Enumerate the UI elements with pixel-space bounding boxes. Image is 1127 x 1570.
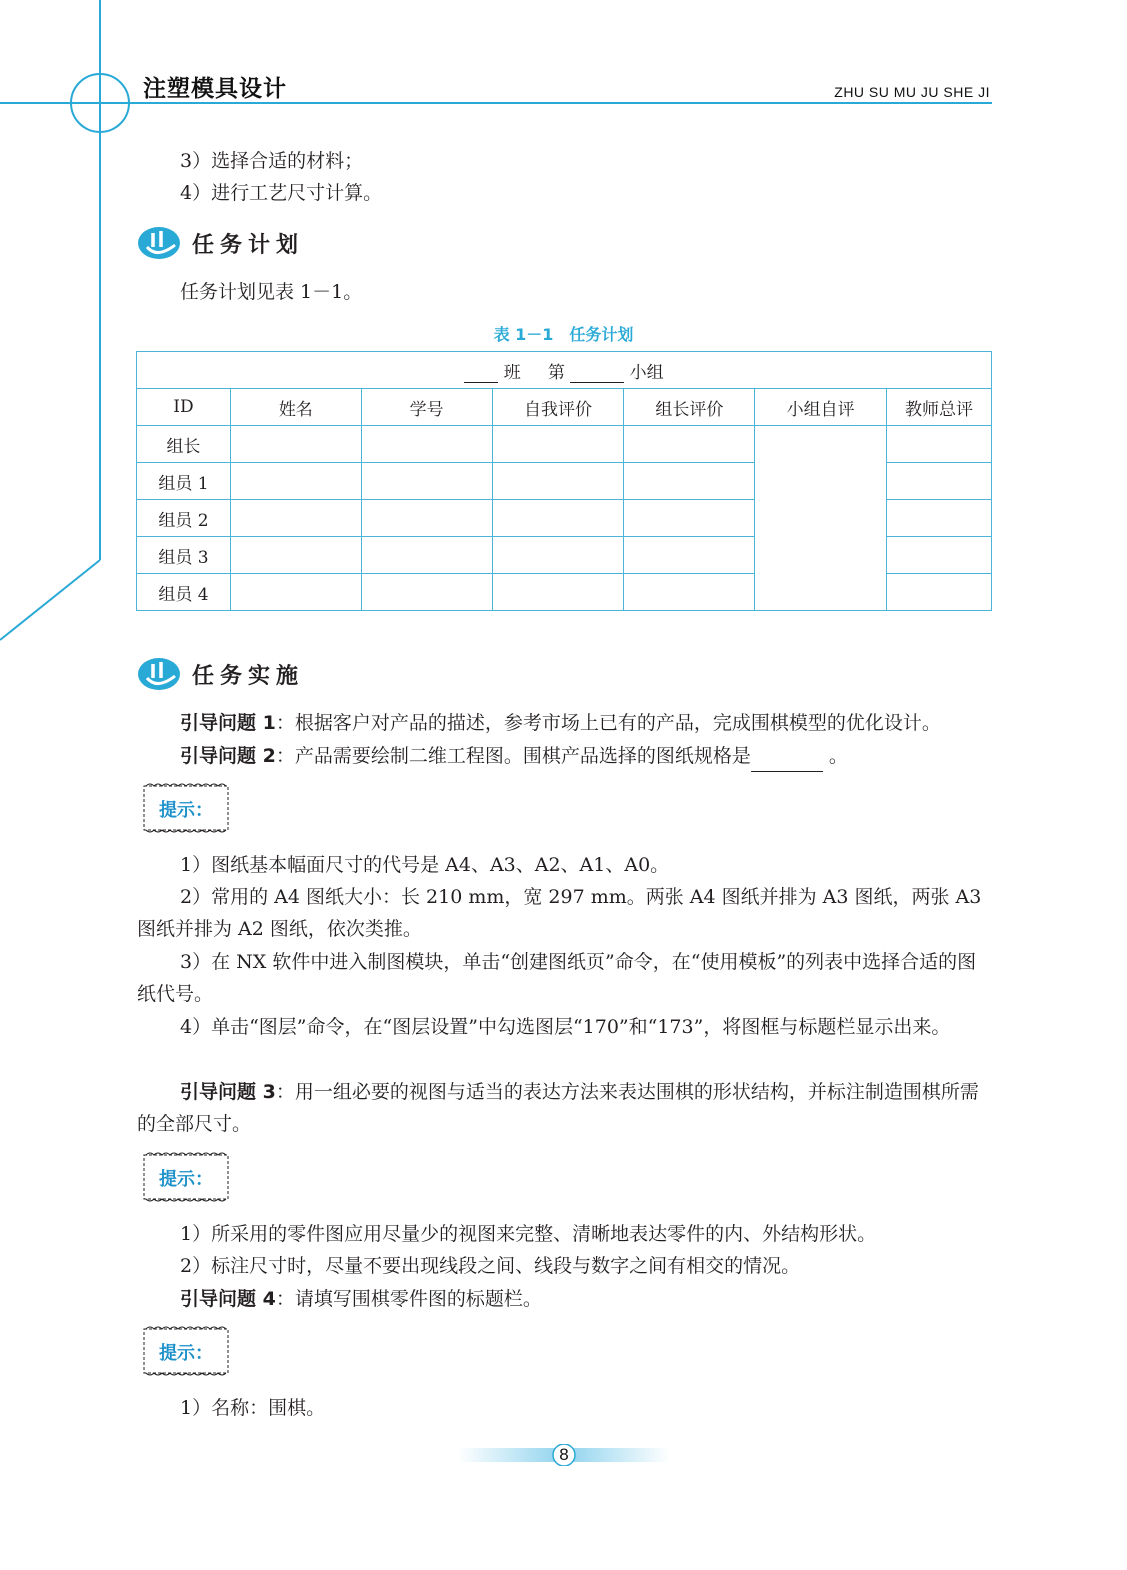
group-blank[interactable] bbox=[570, 362, 624, 383]
guide-question-1 bbox=[180, 707, 941, 739]
hint-item: 1）名称：围棋。 bbox=[180, 1397, 326, 1419]
table-cell[interactable] bbox=[887, 537, 992, 574]
question-text: ：请填写围棋零件图的标题栏。 bbox=[275, 1288, 542, 1310]
class-label: 班 bbox=[503, 362, 521, 383]
section-icon bbox=[137, 225, 183, 261]
column-header: 教师总评 bbox=[887, 389, 992, 426]
hint-item: 2）标注尺寸时，尽量不要出现线段之间、线段与数字之间有相交的情况。 bbox=[180, 1255, 801, 1277]
row-label: 组员 4 bbox=[137, 574, 231, 611]
hint-label: 提示： bbox=[159, 1343, 213, 1364]
table-cell[interactable] bbox=[230, 537, 361, 574]
question-label: 引导问题 2 bbox=[180, 745, 276, 767]
hint-label: 提示： bbox=[159, 800, 213, 821]
guide-question-3 bbox=[137, 1076, 990, 1140]
group-self-eval-cell[interactable] bbox=[755, 426, 887, 611]
table-cell[interactable] bbox=[492, 426, 624, 463]
book-pinyin: ZHU SU MU JU SHE JI bbox=[834, 84, 990, 100]
column-header: 自我评价 bbox=[492, 389, 624, 426]
table-cell[interactable] bbox=[230, 500, 361, 537]
table-cell[interactable] bbox=[624, 463, 755, 500]
hint-item: 4）单击“图层”命令，在“图层设置”中勾选图层“170”和“173”，将图框与标题栏显示出来。 bbox=[180, 1016, 951, 1038]
table-cell[interactable] bbox=[624, 426, 755, 463]
column-header: 组长评价 bbox=[624, 389, 755, 426]
section-title-implement: 任务实施 bbox=[192, 664, 305, 689]
question-label: 引导问题 3 bbox=[180, 1081, 276, 1103]
question-label: 引导问题 1 bbox=[180, 712, 276, 734]
section-icon bbox=[137, 656, 183, 692]
table-cell[interactable] bbox=[492, 574, 624, 611]
task-plan-table bbox=[136, 351, 992, 611]
hint-item: 3）在 NX 软件中进入制图模块，单击“创建图纸页”命令，在“使用模板”的列表中选择合适的图纸代号。 bbox=[137, 951, 977, 1005]
row-label: 组员 1 bbox=[137, 463, 231, 500]
table-cell[interactable] bbox=[361, 537, 492, 574]
intro-item: 4）进行工艺尺寸计算。 bbox=[180, 182, 383, 204]
book-title: 注塑模具设计 bbox=[143, 76, 287, 102]
table-cell[interactable] bbox=[492, 537, 624, 574]
table-cell[interactable] bbox=[492, 500, 624, 537]
group-prefix: 第 bbox=[547, 362, 565, 383]
group-suffix: 小组 bbox=[629, 362, 664, 383]
class-blank[interactable] bbox=[464, 362, 498, 383]
hint-item: 1）所采用的零件图应用尽量少的视图来完整、清晰地表达零件的内、外结构形状。 bbox=[180, 1223, 877, 1245]
table-caption: 表 1－1 任务计划 bbox=[493, 325, 634, 344]
table-cell[interactable] bbox=[361, 426, 492, 463]
question-end: 。 bbox=[828, 745, 848, 767]
table-cell[interactable] bbox=[361, 574, 492, 611]
table-cell[interactable] bbox=[361, 463, 492, 500]
column-header: 学号 bbox=[361, 389, 492, 426]
row-label: 组长 bbox=[137, 426, 231, 463]
column-header: 姓名 bbox=[230, 389, 361, 426]
plan-intro-text: 任务计划见表 1－1。 bbox=[180, 281, 363, 303]
table-cell[interactable] bbox=[887, 463, 992, 500]
question-text: ：根据客户对产品的描述，参考市场上已有的产品，完成围棋模型的优化设计。 bbox=[275, 712, 941, 734]
question-text: ：产品需要绘制二维工程图。围棋产品选择的图纸规格是 bbox=[275, 745, 751, 767]
table-cell[interactable] bbox=[230, 574, 361, 611]
table-cell[interactable] bbox=[492, 463, 624, 500]
table-cell[interactable] bbox=[624, 574, 755, 611]
intro-item: 3）选择合适的材料； bbox=[180, 150, 364, 172]
hint-item: 2）常用的 A4 图纸大小：长 210 mm，宽 297 mm。两张 A4 图纸并排为 A3 图纸，两张 A3 图纸并排为 A2 图纸，依次类推。 bbox=[137, 886, 982, 940]
guide-question-2 bbox=[180, 740, 848, 772]
question-label: 引导问题 4 bbox=[180, 1288, 276, 1310]
guide-question-4 bbox=[180, 1283, 542, 1315]
table-cell[interactable] bbox=[230, 463, 361, 500]
hint-label: 提示： bbox=[159, 1169, 213, 1190]
table-cell[interactable] bbox=[887, 574, 992, 611]
table-cell[interactable] bbox=[624, 500, 755, 537]
answer-blank[interactable] bbox=[751, 749, 823, 772]
column-header: ID bbox=[137, 389, 231, 426]
table-cell[interactable] bbox=[624, 537, 755, 574]
page-number: 8 bbox=[559, 1445, 569, 1464]
table-cell[interactable] bbox=[361, 500, 492, 537]
section-title-plan: 任务计划 bbox=[192, 233, 305, 258]
table-cell[interactable] bbox=[887, 500, 992, 537]
table-cell[interactable] bbox=[887, 426, 992, 463]
row-label: 组员 3 bbox=[137, 537, 231, 574]
row-label: 组员 2 bbox=[137, 500, 231, 537]
group-header-cell bbox=[137, 352, 992, 389]
column-header: 小组自评 bbox=[755, 389, 887, 426]
hint-item: 1）图纸基本幅面尺寸的代号是 A4、A3、A2、A1、A0。 bbox=[180, 854, 670, 876]
question-text: ：用一组必要的视图与适当的表达方法来表达围棋的形状结构，并标注制造围棋所需的全部尺寸。 bbox=[137, 1081, 979, 1135]
table-cell[interactable] bbox=[230, 426, 361, 463]
